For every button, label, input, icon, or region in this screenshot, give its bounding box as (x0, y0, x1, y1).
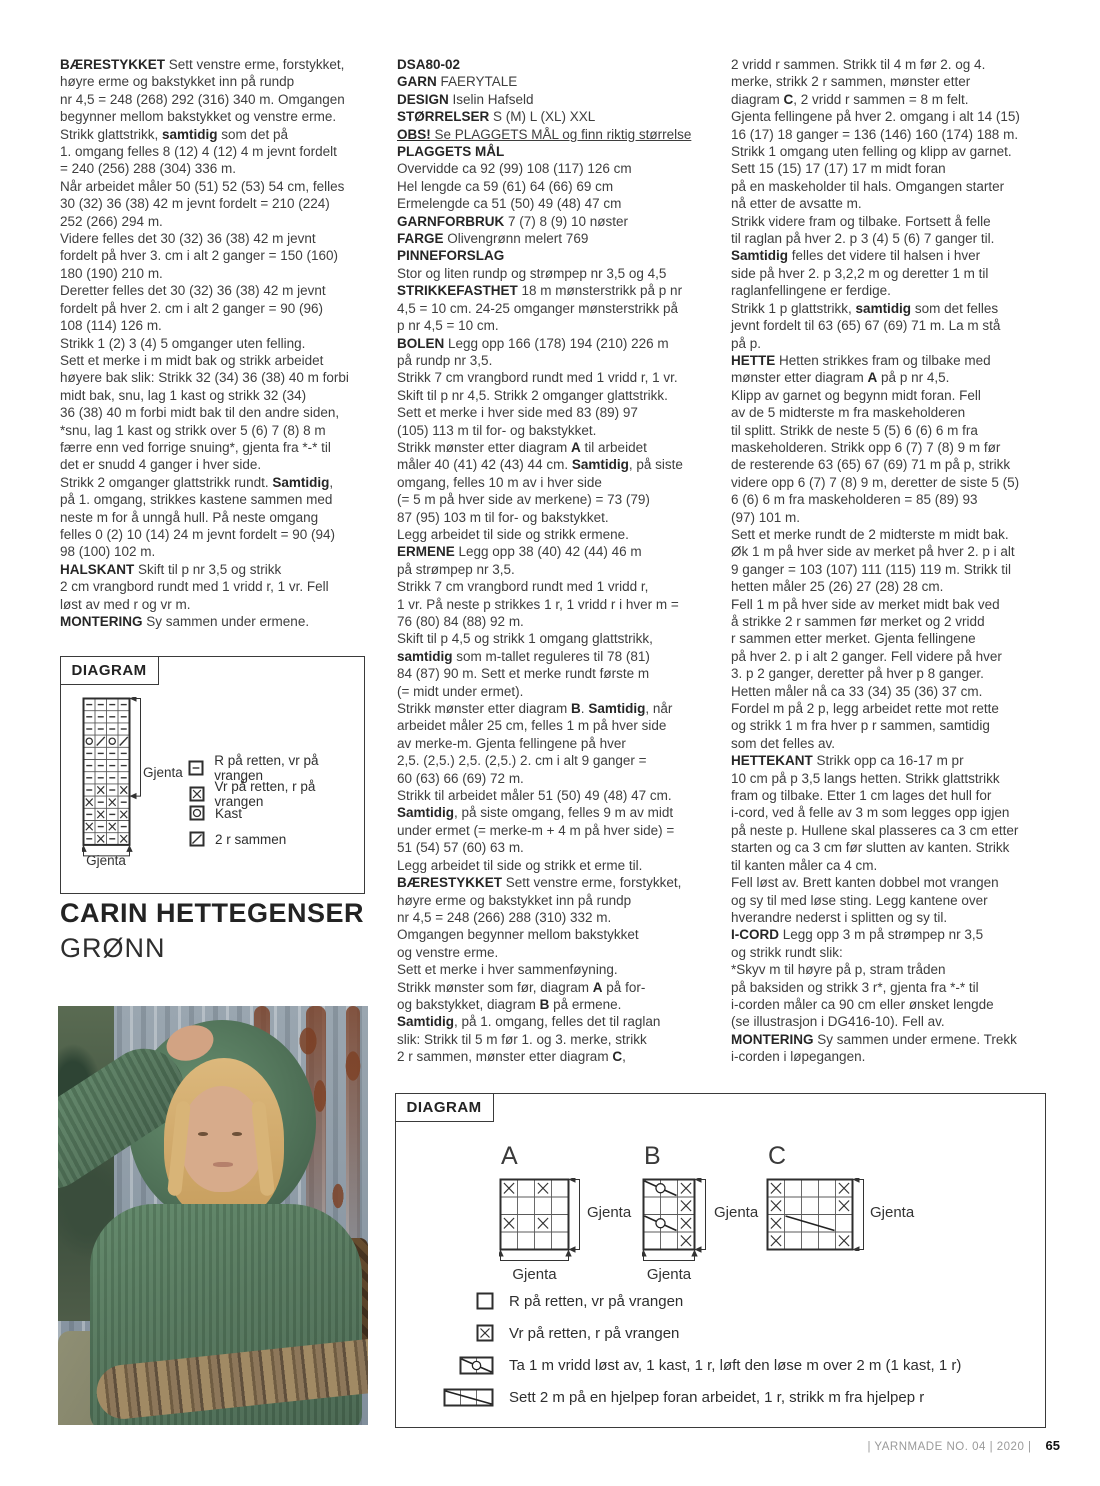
pattern-photo (58, 1006, 368, 1425)
left-diagram-box (60, 656, 365, 894)
text-line: Skift til p 4,5 og strikk 1 omgang glattstrikk, (397, 631, 653, 647)
chart-svg (189, 786, 205, 802)
legend-label: Vr på retten, r på vrangen (214, 779, 316, 809)
text-line: p nr 4,5 = 10 cm. (397, 318, 499, 334)
text-line: hverandre nederst i splitten og sy til. (731, 909, 948, 925)
text-line: 36 (38) 40 m forbi midt bak til den andre siden, (60, 405, 340, 421)
knitting-chart-B (642, 1178, 712, 1272)
text-line: Klipp av garnet og begynn midt foran. Fell (731, 387, 981, 403)
text-line: Strikk 1 (2) 3 (4) 5 omganger uten felling. (60, 335, 306, 351)
text-line: 2,5. (2,5.) 2,5. (2,5.) 2. cm i alt 9 ganger = (397, 753, 647, 769)
legend-item (187, 805, 242, 821)
k2tog-icon (187, 831, 205, 847)
text-line: høyre erme og bakstykket inn på rundp (60, 74, 295, 90)
text-line: Strikk 1 p glattstrikk, samtidig som det felles (731, 300, 999, 316)
text-line: 252 (266) 294 m. (60, 213, 163, 229)
legend-item (426, 1292, 683, 1310)
text-line: GARNFORBRUK 7 (7) 8 (9) 10 nøster (397, 213, 629, 229)
text-line: løst av med r og vr m. (60, 596, 191, 612)
repeat-label-bottom: Gjenta (512, 1266, 557, 1283)
text-line: fordelt på hver 3. cm i alt 2 ganger = 150 (160) (60, 248, 339, 264)
text-line: på 1. omgang, strikkes kastene sammen med (60, 492, 333, 508)
text-line: Sett et merke i m midt bak og strikk arbeidet (60, 352, 324, 368)
text-line: Videre felles det 30 (32) 36 (38) 42 m jevnt (60, 231, 316, 247)
text-line: til splitt. Strikk de neste 5 (5) 6 (6) 6 m fra (731, 422, 978, 438)
text-line: under ermet (= merke-m + 4 m på hver side) = (397, 822, 675, 838)
text-line: (= 5 m på hver side av merkene) = 73 (79) (397, 492, 650, 508)
text-line: slik: Strikk til 5 m før 1. og 3. merke, strikk (397, 1031, 647, 1047)
text-line: OBS! Se PLAGGETS MÅL og finn riktig størrelse (397, 126, 692, 142)
text-line: Sett et merke i hver side med 83 (89) 97 (397, 405, 638, 421)
text-line: på hver 2. p i alt 2 ganger. Fell videre på hver (731, 648, 1002, 664)
text-line: maskeholderen. Strikk opp 6 (7) 7 (8) 9 m før (731, 439, 1001, 455)
knit-square-icon (426, 1292, 494, 1310)
text-line: fordelt på hver 2. cm i alt 2 ganger = 90 (96) (60, 300, 324, 316)
chart-svg (476, 1292, 494, 1310)
text-line: felles 0 (2) 10 (14) 24 m jevnt fordelt = 90 (94) (60, 526, 336, 542)
chart-C (766, 1142, 956, 1302)
chart-letter: C (768, 1142, 787, 1170)
text-line: (97) 101 m. (731, 509, 801, 525)
text-line: Overvidde ca 92 (99) 108 (117) 126 cm (397, 161, 632, 177)
text-line: de resterende 63 (65) 67 (69) 71 m på p, strikk (731, 457, 1011, 473)
middle-text-column (397, 56, 722, 1066)
diagram-box-label: DIAGRAM (395, 1093, 494, 1122)
text-line: midt bak, snu, lag 1 kast og strikk 32 (34) (60, 387, 307, 403)
text-line: Legg arbeidet til side og strikk et erme til. (397, 857, 643, 873)
text-line: 16 (17) 18 ganger = 136 (146) 160 (174) 188 m. (731, 126, 1019, 142)
text-line: 108 (114) 126 m. (60, 318, 162, 334)
chart-svg (476, 1324, 494, 1342)
text-line: å strikke 2 r sammen før merket og 2 vridd (731, 614, 985, 629)
text-line: og strikk 1 m fra hver p r sammen, samtidig (731, 718, 990, 734)
text-line: hetten måler 25 (26) 27 (28) 28 cm. (731, 579, 944, 595)
text-line: *Skyv m til høyre på p, stram tråden (731, 962, 946, 978)
page-number: 65 (1045, 1438, 1060, 1453)
text-line: ERMENE Legg opp 38 (40) 42 (44) 46 m (397, 544, 642, 560)
text-line: Fell 1 m på hver side av merket midt bak ved (731, 596, 1000, 612)
left-text-column (60, 56, 385, 630)
legend-label: Ta 1 m vridd løst av, 1 kast, 1 r, løft den løse m over 2 m (1 kast, 1 r) (509, 1357, 962, 1374)
text-line: BÆRESTYKKET Sett venstre erme, forstykket, (60, 57, 345, 72)
text-line: (se illustrasjon i DG416-10). Fell av. (731, 1014, 945, 1030)
chart-svg (459, 1356, 494, 1375)
text-line: fram og tilbake. Etter 1 cm lages det hull for (731, 788, 992, 804)
text-line: 2 cm vrangbord rundt med 1 vridd r, 1 vr. Fell (60, 579, 329, 595)
chart-svg (188, 760, 204, 776)
text-line: nå etter de avsatte m. (731, 196, 862, 212)
text-line: på p. (731, 335, 762, 351)
right-text-column (731, 56, 1061, 1066)
text-line: samtidig som m-tallet reguleres til 78 (81) (397, 648, 650, 664)
text-line: måler 40 (41) 42 (43) 44 cm. Samtidig, på siste (397, 457, 683, 473)
chart-svg (443, 1388, 494, 1407)
text-line: av merke-m. Gjenta fellingene på hver (397, 735, 626, 751)
text-line: Sett et merke rundt de 2 midterste m midt bak. (731, 526, 1009, 542)
purl-square-icon (426, 1324, 494, 1342)
text-line: 2 vridd r sammen. Strikk til 4 m før 2. og 4. (731, 57, 986, 72)
text-line: = 240 (256) 288 (304) 336 m. (60, 161, 236, 177)
text-line: HALSKANT Skift til p nr 3,5 og strikk (60, 561, 282, 577)
text-line: høyre erme og bakstykket inn på rundp (397, 892, 632, 908)
text-line: Strikk mønster som før, diagram A på for- (397, 979, 646, 995)
text-line: Strikk mønster etter diagram A til arbeidet (397, 439, 647, 455)
text-line: 9 ganger = 103 (107) 111 (115) 119 m. Strikk til (731, 561, 1012, 577)
text-line: DSA80-02 (397, 57, 461, 72)
legend-label: R på retten, vr på vrangen (509, 1292, 684, 1310)
text-line: og bakstykket, diagram B på ermene. (397, 996, 622, 1012)
text-line: Samtidig felles det videre til halsen i hver (731, 248, 981, 264)
text-line: færre enn ved forrige snuing*, gjenta fra *-* til (60, 439, 331, 455)
text-line: Stor og liten rundp og strømpep nr 3,5 og 4,5 (397, 265, 667, 281)
text-line: HETTE Hetten strikkes fram og tilbake med (731, 352, 991, 368)
knitting-chart-A (499, 1178, 586, 1272)
text-line: Strikk videre fram og tilbake. Fortsett å felle (731, 213, 991, 229)
text-line: det er snudd 4 ganger i hver side. (60, 457, 262, 473)
text-line: Legg arbeidet til side og strikk ermene. (397, 526, 629, 542)
text-line: arbeidet måler 25 cm, felles 1 m på hver side (397, 718, 667, 734)
repeat-label-side: Gjenta (587, 1204, 632, 1221)
text-line: 2 r sammen, mønster etter diagram C, (397, 1049, 626, 1065)
chart-svg (499, 1178, 586, 1267)
text-line: Strikk 7 cm vrangbord rundt med 1 vridd r, (397, 579, 649, 595)
legend-item (187, 831, 286, 847)
text-line: på rundp nr 3,5. (397, 352, 493, 368)
journal-name: | YARNMADE NO. 04 | 2020 | (867, 1441, 1032, 1453)
text-line: Strikk 2 omganger glattstrikk rundt. Samtidig, (60, 474, 334, 490)
text-line: nr 4,5 = 248 (268) 292 (316) 340 m. Omgangen (60, 91, 345, 107)
chart-svg (189, 805, 205, 821)
chart-letter: A (501, 1142, 518, 1170)
text-line: og strikk rundt slik: (731, 944, 843, 960)
text-line: på baksiden og strikk 3 r*, gjenta fra *-* til (731, 979, 979, 995)
legend-label: R på retten, vr på vrangen (214, 753, 319, 783)
text-line: merke, strikk 2 r sammen, mønster etter (731, 74, 971, 90)
text-line: side på hver 2. p 3,2,2 m og deretter 1 m til (731, 265, 989, 281)
chart-letter: B (644, 1142, 661, 1170)
text-line: Sett et merke i hver sammenføyning. (397, 962, 618, 978)
text-line: BOLEN Legg opp 166 (178) 194 (210) 226 m (397, 335, 669, 351)
text-line: nr 4,5 = 248 (266) 288 (310) 332 m. (397, 909, 612, 925)
text-line: FARGE Olivengrønn melert 769 (397, 231, 589, 247)
text-line: i-corden i løpegangen. (731, 1049, 866, 1065)
text-line: MONTERING Sy sammen under ermene. (60, 614, 310, 629)
text-line: 1 vr. På neste p strikkes 1 r, 1 vridd r i hver m = (397, 596, 679, 612)
x-square-icon (187, 786, 205, 802)
text-line: Samtidig, på siste omgang, felles 9 m av midt (397, 805, 674, 821)
text-line: omgang, felles 10 m av i hver side (397, 474, 602, 490)
text-line: Strikk til arbeidet måler 51 (50) 49 (48) 47 cm. (397, 788, 672, 804)
text-line: Deretter felles det 30 (32) 36 (38) 42 m jevnt (60, 283, 326, 299)
face (180, 1086, 264, 1192)
text-line: Øk 1 m på hver side av merket på hver 2. p i alt (731, 544, 1015, 560)
page-footer (790, 1438, 1060, 1453)
pattern-title: CARIN HETTEGENSER (60, 898, 365, 928)
repeat-label-side: Gjenta (870, 1204, 915, 1221)
text-line: Samtidig, på 1. omgang, felles det til raglan (397, 1014, 661, 1030)
text-line: i-corden måler ca 90 cm eller ønsket lengde (731, 996, 994, 1012)
text-line: 6 (6) 6 m fra maskeholderen = 85 (89) 93 (731, 492, 978, 508)
text-line: PINNEFORSLAG (397, 248, 505, 264)
text-line: I-CORD Legg opp 3 m på strømpep nr 3,5 (731, 927, 984, 943)
text-line: og venstre erme. (397, 944, 499, 960)
text-line: 76 (80) 84 (88) 92 m. (397, 614, 524, 629)
text-line: 10 cm på p 3,5 langs hetten. Strikk glattstrikk (731, 770, 1000, 786)
slip-yo-icon (426, 1356, 494, 1375)
text-line: 180 (190) 210 m. (60, 265, 163, 281)
knitting-chart-C (766, 1178, 870, 1256)
text-line: til raglan på hver 2. p 3 (4) 5 (6) 7 ganger til. (731, 231, 995, 247)
text-line: 4,5 = 10 cm. 24-25 omganger mønsterstrikk på (397, 300, 679, 316)
text-line: på en maskeholder til hals. Omgangen starter (731, 178, 1005, 194)
repeat-label-bottom: Gjenta (646, 1266, 692, 1283)
yarn-over-icon (187, 805, 205, 821)
dash-square-icon (187, 760, 204, 776)
text-line: høyere bak slik: Strikk 32 (34) 36 (38) 40 m forbi (60, 370, 349, 386)
text-line: 1. omgang felles 8 (12) 4 (12) 4 m jevnt fordelt (60, 144, 337, 160)
text-line: på neste p. Hullene skal plasseres ca 3 cm etter (731, 822, 1019, 838)
legend-item (426, 1388, 924, 1407)
text-line: Fordel m på 2 p, legg arbeidet rette mot rette (731, 701, 999, 717)
text-line: *snu, lag 1 kast og strikk over 5 (6) 7 (8) 8 m (60, 422, 326, 438)
legend-item (426, 1324, 679, 1342)
text-line: Hel lengde ca 59 (61) 64 (66) 69 cm (397, 178, 614, 194)
text-line: Når arbeidet måler 50 (51) 52 (53) 54 cm, felles (60, 178, 345, 194)
text-line: begynner mellom bakstykket og venstre erme. (60, 109, 337, 125)
repeat-label-bottom: Gjenta (86, 853, 126, 868)
text-line: mønster etter diagram A på p nr 4,5. (731, 370, 950, 386)
text-line: Strikk 1 omgang uten felling og klipp av garnet. (731, 144, 1012, 160)
text-line: starten og ca 3 cm før slutten av kanten. Strikk (731, 840, 1010, 856)
text-line: PLAGGETS MÅL (397, 144, 505, 160)
text-line: STØRRELSER S (M) L (XL) XXL (397, 109, 596, 125)
text-line: Gjenta fellingene på hver 2. omgang i alt 14 (15) (731, 109, 1020, 125)
text-line: jevnt fordelt til 63 (65) 67 (69) 71 m. La m stå (731, 318, 1001, 334)
chart-svg (766, 1178, 870, 1251)
text-line: STRIKKEFASTHET 18 m mønsterstrikk på p nr (397, 283, 683, 299)
text-line: Strikk glattstrikk, samtidig som det på (60, 126, 289, 142)
text-line: Fell løst av. Brett kanten dobbel mot vrangen (731, 875, 999, 891)
text-line: 3. p 2 ganger, deretter på hver p 8 ganger. (731, 666, 984, 682)
text-line: r sammen etter merket. Gjenta fellingene (731, 631, 976, 647)
text-line: 30 (32) 36 (38) 42 m jevnt fordelt = 210 (224) (60, 196, 330, 212)
text-line: Skift til p nr 4,5. Strikk 2 omganger glattstrikk. (397, 387, 668, 403)
text-line: 51 (54) 57 (60) 63 m. (397, 840, 524, 856)
text-line: 60 (63) 66 (69) 72 m. (397, 770, 524, 786)
text-line: (= midt under ermet). (397, 683, 524, 699)
chart-svg (189, 831, 205, 847)
legend-item (426, 1356, 961, 1375)
text-line: 98 (100) 102 m. (60, 544, 156, 560)
text-line: GARN FAERYTALE (397, 74, 518, 90)
text-line: Hetten måler nå ca 33 (34) 35 (36) 37 cm. (731, 683, 983, 699)
text-line: Sett 15 (15) 17 (17) 17 m midt foran (731, 161, 946, 177)
cable-icon (426, 1388, 494, 1407)
text-line: videre opp 6 (7) 7 (8) 9 m, deretter de siste 5 (5) (731, 474, 1020, 490)
text-line: (105) 113 m til for- og bakstykket. (397, 422, 597, 438)
chart-svg (82, 697, 147, 862)
text-line: diagram C, 2 vridd r sammen = 8 m felt. (731, 91, 969, 107)
text-line: HETTEKANT Strikk opp ca 16-17 m pr (731, 753, 964, 769)
text-line: Strikk 7 cm vrangbord rundt med 1 vridd r, 1 vr. (397, 370, 678, 386)
text-line: MONTERING Sy sammen under ermene. Trekk (731, 1031, 1017, 1047)
text-line: av de 5 midterste m fra maskeholderen (731, 405, 966, 421)
text-line: til kanten måler ca 4 cm. (731, 857, 878, 873)
text-line: som det felles av. (731, 735, 836, 751)
legend-label: Vr på retten, r på vrangen (509, 1324, 680, 1342)
text-line: 87 (95) 103 m til for- og bakstykket. (397, 509, 609, 525)
text-line: og sy til med løse sting. Legg kantene over (731, 892, 988, 908)
text-line: DESIGN Iselin Hafseld (397, 91, 534, 107)
text-line: på strømpep nr 3,5. (397, 561, 515, 577)
pattern-variant: GRØNN (60, 933, 166, 963)
bottom-diagram-box (395, 1093, 1046, 1428)
legend-label: Sett 2 m på en hjelpep foran arbeidet, 1 r, strikk m fra hjelpep r (509, 1389, 925, 1406)
text-line: neste m for å unngå hull. På neste omgang (60, 509, 319, 525)
text-line: Omgangen begynner mellom bakstykket (397, 927, 639, 943)
repeat-label-side: Gjenta (143, 765, 183, 780)
text-line: 84 (87) 90 m. Sett et merke rundt første m (397, 666, 650, 682)
text-line: Ermelengde ca 51 (50) 49 (48) 47 cm (397, 196, 622, 212)
text-line: Strikk mønster etter diagram B. Samtidig, når (397, 701, 673, 717)
text-line: raglanfellingene er ferdige. (731, 283, 891, 299)
text-line: BÆRESTYKKET Sett venstre erme, forstykket, (397, 875, 682, 891)
legend-label: Kast (215, 805, 243, 821)
chart-svg (642, 1178, 712, 1267)
text-line: i-cord, ved å felle av 3 m som legges opp igjen (731, 805, 1010, 821)
diagram-box-label: DIAGRAM (60, 656, 159, 685)
repeat-label-side: Gjenta (714, 1204, 759, 1221)
legend-label: 2 r sammen (215, 831, 287, 847)
knitting-chart-main (82, 697, 147, 867)
